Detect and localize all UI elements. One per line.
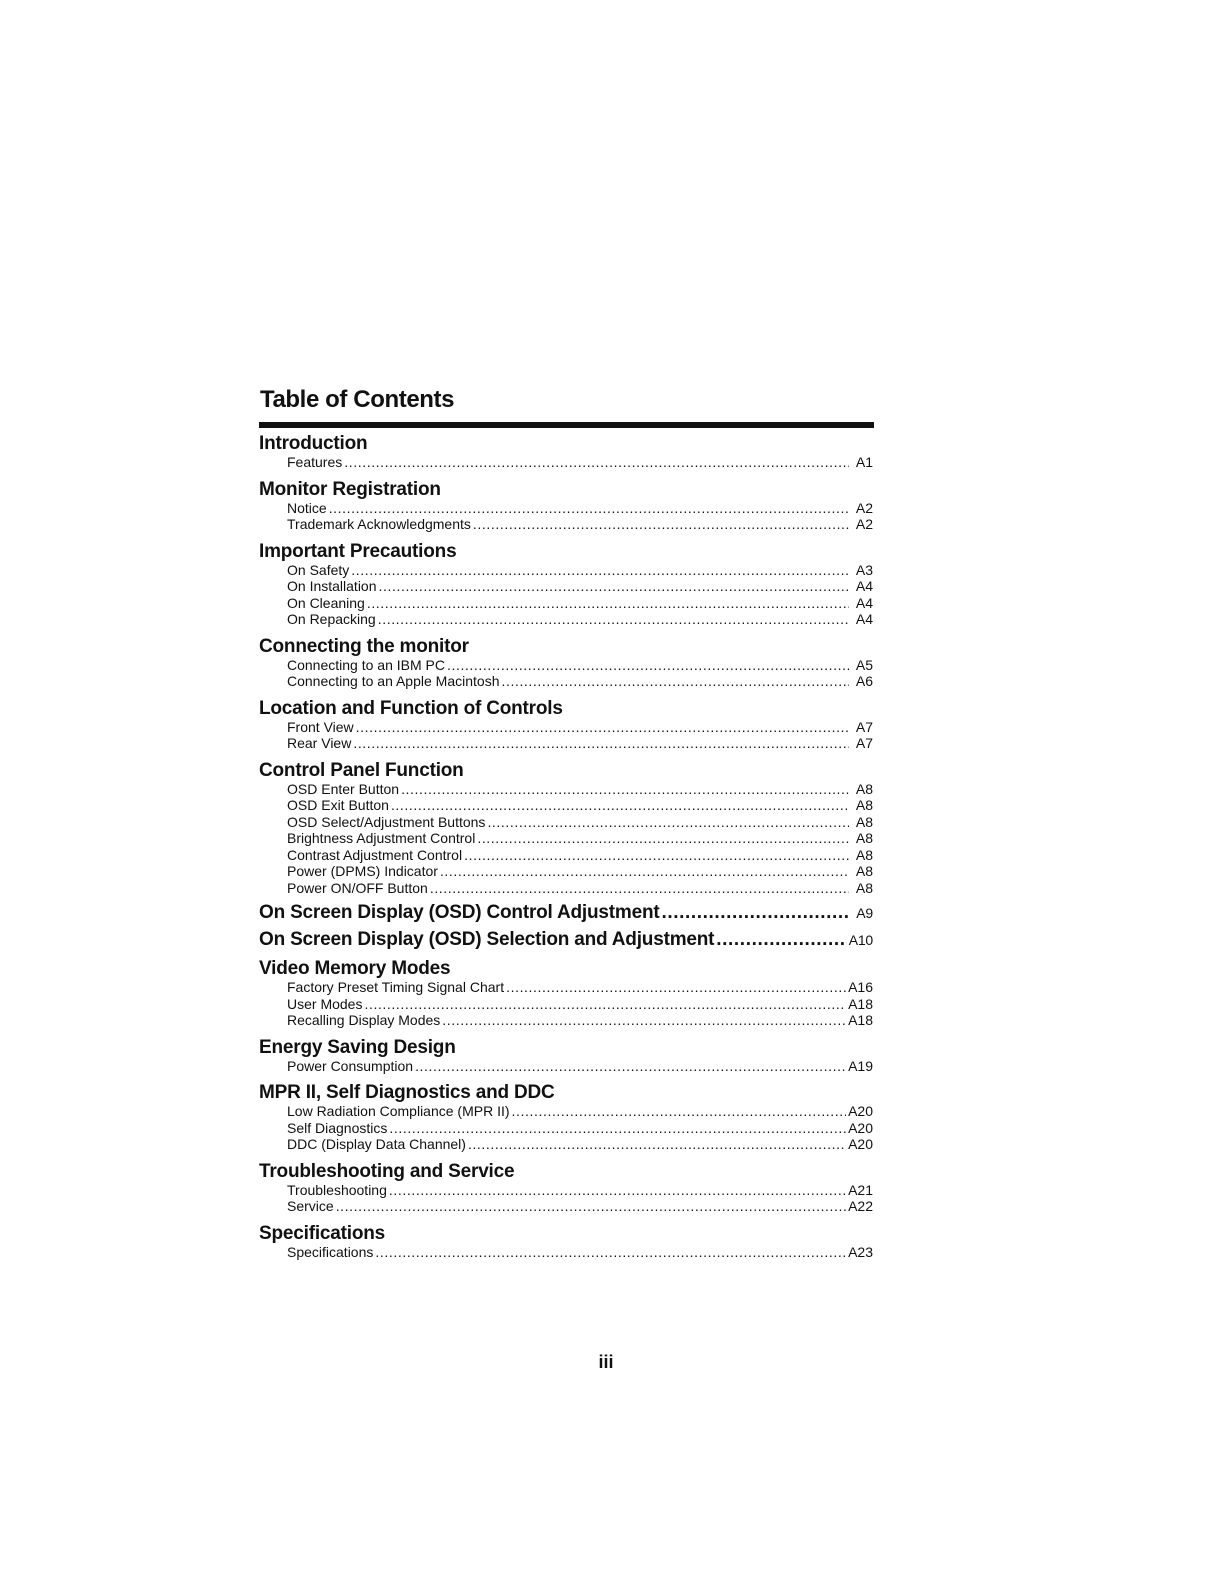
toc-entry-label: Low Radiation Compliance (MPR II): [287, 1103, 510, 1119]
toc-page-number: A8: [855, 797, 873, 813]
toc-entry[interactable]: [259, 996, 873, 1013]
dot-leader: [468, 1136, 846, 1153]
toc-entry-label: User Modes: [287, 995, 363, 1012]
toc-page-number: A16: [848, 979, 873, 995]
toc-heading-label: MPR II, Self Diagnostics and DDC: [259, 1082, 555, 1103]
toc-section: [259, 1223, 873, 1261]
toc-entry-label: Factory Preset Timing Signal Chart: [287, 979, 505, 995]
toc-heading[interactable]: [259, 929, 873, 950]
dot-leader: [442, 1012, 846, 1029]
toc-page-number: A9: [856, 905, 873, 921]
dot-leader: [415, 1058, 846, 1075]
dot-leader: [716, 929, 846, 950]
toc-entry[interactable]: [259, 719, 873, 736]
toc-entry-label: DDC (Display Data Channel): [287, 1136, 466, 1152]
toc-entry[interactable]: [259, 673, 873, 690]
dot-leader: [375, 1244, 846, 1261]
page-title: Table of Contents: [260, 386, 455, 413]
dot-leader: [430, 880, 849, 897]
dot-leader: [506, 979, 846, 996]
toc-entry[interactable]: [259, 1244, 873, 1261]
dot-leader: [364, 996, 846, 1013]
toc-entry-label: On Safety: [287, 561, 350, 578]
toc-page-number: A3: [855, 561, 873, 578]
dot-leader: [356, 719, 849, 736]
toc-entry[interactable]: [259, 797, 873, 814]
toc-entry-label: OSD Enter Button: [287, 780, 400, 797]
toc-heading[interactable]: [259, 433, 873, 454]
toc-page-number: A8: [855, 780, 873, 797]
toc-page-number: A8: [855, 813, 873, 830]
page-number: iii: [598, 1352, 614, 1372]
toc-entry[interactable]: [259, 1120, 873, 1137]
dot-leader: [464, 847, 849, 864]
toc-entry[interactable]: [259, 1058, 873, 1075]
toc-entry[interactable]: [259, 781, 873, 798]
toc-page-number: A1: [855, 454, 873, 470]
toc-page-number: A20: [848, 1119, 873, 1136]
toc-page-number: A8: [855, 830, 873, 846]
toc-entry-label: On Installation: [287, 578, 377, 594]
toc-heading-label: Video Memory Modes: [259, 958, 451, 979]
toc-section: [259, 433, 873, 471]
dot-leader: [367, 595, 849, 612]
toc-heading[interactable]: [259, 1082, 873, 1103]
toc-entry-label: Service: [287, 1198, 334, 1214]
toc-entry-label: Specifications: [287, 1243, 374, 1260]
toc-heading-label: Location and Function of Controls: [259, 697, 563, 719]
toc-entry[interactable]: [259, 1103, 873, 1120]
toc-entry[interactable]: [259, 454, 873, 471]
toc-entry[interactable]: [259, 1182, 873, 1199]
toc-heading-label: On Screen Display (OSD) Control Adjustment: [259, 902, 660, 923]
toc-entry[interactable]: [259, 611, 873, 628]
toc-heading[interactable]: [259, 902, 873, 923]
toc-heading-label: Specifications: [259, 1222, 386, 1244]
toc-heading-label: Troubleshooting and Service: [259, 1160, 515, 1182]
toc-page-number: A19: [848, 1057, 873, 1074]
toc-entry-label: Rear View: [287, 735, 352, 751]
toc-entry-label: Contrast Adjustment Control: [287, 846, 463, 863]
toc-page-number: A4: [855, 611, 873, 627]
toc-entry[interactable]: [259, 880, 873, 897]
toc-page-number: A20: [848, 1103, 873, 1119]
toc-page-number: A2: [855, 516, 873, 532]
toc-section: [259, 958, 873, 1029]
toc-entry-label: Recalling Display Modes: [287, 1012, 441, 1028]
toc-entry-label: Trademark Acknowledgments: [287, 516, 471, 532]
toc-entry-label: Notice: [287, 499, 327, 516]
toc-entry[interactable]: [259, 595, 873, 612]
toc-page-number: A5: [855, 656, 873, 673]
toc-entry[interactable]: [259, 1198, 873, 1215]
toc-entry-label: On Repacking: [287, 611, 376, 627]
toc-list: [259, 433, 873, 1260]
toc-section: [259, 636, 873, 690]
toc-entry-label: OSD Select/Adjustment Buttons: [287, 813, 486, 830]
dot-leader: [401, 781, 849, 798]
dot-leader: [391, 797, 849, 814]
toc-page-number: A22: [848, 1198, 873, 1214]
toc-heading-label: On Screen Display (OSD) Selection and Adjustment: [259, 929, 715, 950]
toc-page-number: A23: [848, 1243, 873, 1260]
dot-leader: [344, 454, 849, 471]
toc-page-number: A8: [855, 863, 873, 879]
toc-heading[interactable]: [259, 1037, 873, 1058]
toc-entry[interactable]: [259, 847, 873, 864]
toc-entry-label: Power Consumption: [287, 1057, 414, 1074]
toc-page-number: A4: [855, 594, 873, 611]
toc-entry-label: Brightness Adjustment Control: [287, 830, 476, 846]
toc-heading[interactable]: [259, 541, 873, 562]
toc-heading[interactable]: [259, 1161, 873, 1182]
toc-entry-label: Connecting to an Apple Macintosh: [287, 673, 500, 689]
toc-page-number: A8: [855, 879, 873, 896]
toc-entry[interactable]: [259, 814, 873, 831]
dot-leader: [336, 1198, 846, 1215]
toc-page-number: A2: [855, 499, 873, 516]
toc-page-number: A21: [848, 1181, 873, 1198]
toc-heading[interactable]: [259, 760, 873, 781]
toc-entry[interactable]: [259, 500, 873, 517]
dot-leader: [512, 1103, 847, 1120]
dot-leader: [501, 673, 849, 690]
toc-section: [259, 1037, 873, 1075]
toc-entry[interactable]: [259, 863, 873, 880]
dot-leader: [329, 500, 849, 517]
toc-entry-label: Power ON/OFF Button: [287, 879, 428, 896]
toc-section: [259, 698, 873, 752]
toc-page-number: A20: [848, 1136, 873, 1152]
toc-heading-label: Connecting the monitor: [259, 635, 469, 657]
dot-leader: [440, 863, 849, 880]
toc-heading[interactable]: [259, 698, 873, 719]
toc-page-number: A18: [848, 1012, 873, 1028]
toc-entry-label: OSD Exit Button: [287, 797, 389, 813]
toc-page-number: A7: [855, 735, 873, 751]
toc-page-number: A18: [848, 995, 873, 1012]
toc-section: [259, 902, 873, 923]
toc-entry[interactable]: [259, 979, 873, 996]
dot-leader: [378, 611, 849, 628]
toc-entry-label: Troubleshooting: [287, 1181, 387, 1198]
toc-section: [259, 1161, 873, 1215]
dot-leader: [351, 562, 849, 579]
toc-heading-label: Important Precautions: [259, 540, 457, 562]
toc-entry[interactable]: [259, 830, 873, 847]
toc-heading-label: Energy Saving Design: [259, 1036, 456, 1058]
dot-leader: [447, 657, 849, 674]
toc-heading-label: Control Panel Function: [259, 759, 464, 781]
dot-leader: [477, 830, 849, 847]
dot-leader: [487, 814, 849, 831]
toc-entry[interactable]: [259, 516, 873, 533]
toc-heading[interactable]: [259, 1223, 873, 1244]
dot-leader: [353, 735, 849, 752]
toc-entry[interactable]: [259, 578, 873, 595]
toc-heading[interactable]: [259, 636, 873, 657]
dot-leader: [389, 1182, 846, 1199]
toc-page-number: A6: [855, 673, 873, 689]
toc-page-number: A7: [855, 718, 873, 735]
toc-entry-label: Features: [287, 454, 343, 470]
dot-leader: [662, 902, 850, 923]
toc-page-number: A8: [855, 846, 873, 863]
toc-entry-label: Front View: [287, 718, 354, 735]
toc-section: [259, 479, 873, 533]
toc-section: [259, 929, 873, 950]
dot-leader: [389, 1120, 846, 1137]
toc-entry-label: On Cleaning: [287, 594, 365, 611]
toc-entry[interactable]: [259, 1136, 873, 1153]
title-rule: [259, 422, 874, 428]
toc-entry-label: Self Diagnostics: [287, 1119, 388, 1136]
dot-leader: [473, 516, 849, 533]
toc-entry[interactable]: [259, 735, 873, 752]
dot-leader: [379, 578, 850, 595]
toc-entry-label: Power (DPMS) Indicator: [287, 863, 438, 879]
toc-entry-label: Connecting to an IBM PC: [287, 656, 445, 673]
toc-heading-label: Introduction: [259, 433, 368, 454]
toc-heading-label: Monitor Registration: [259, 478, 441, 500]
toc-heading[interactable]: [259, 958, 873, 979]
toc-entry[interactable]: [259, 562, 873, 579]
toc-page-number: A10: [848, 932, 873, 948]
toc-section: [259, 541, 873, 628]
toc-section: [259, 760, 873, 897]
toc-heading[interactable]: [259, 479, 873, 500]
toc-page-number: A4: [855, 578, 873, 594]
toc-section: [259, 1082, 873, 1153]
toc-entry[interactable]: [259, 657, 873, 674]
toc-entry[interactable]: [259, 1012, 873, 1029]
